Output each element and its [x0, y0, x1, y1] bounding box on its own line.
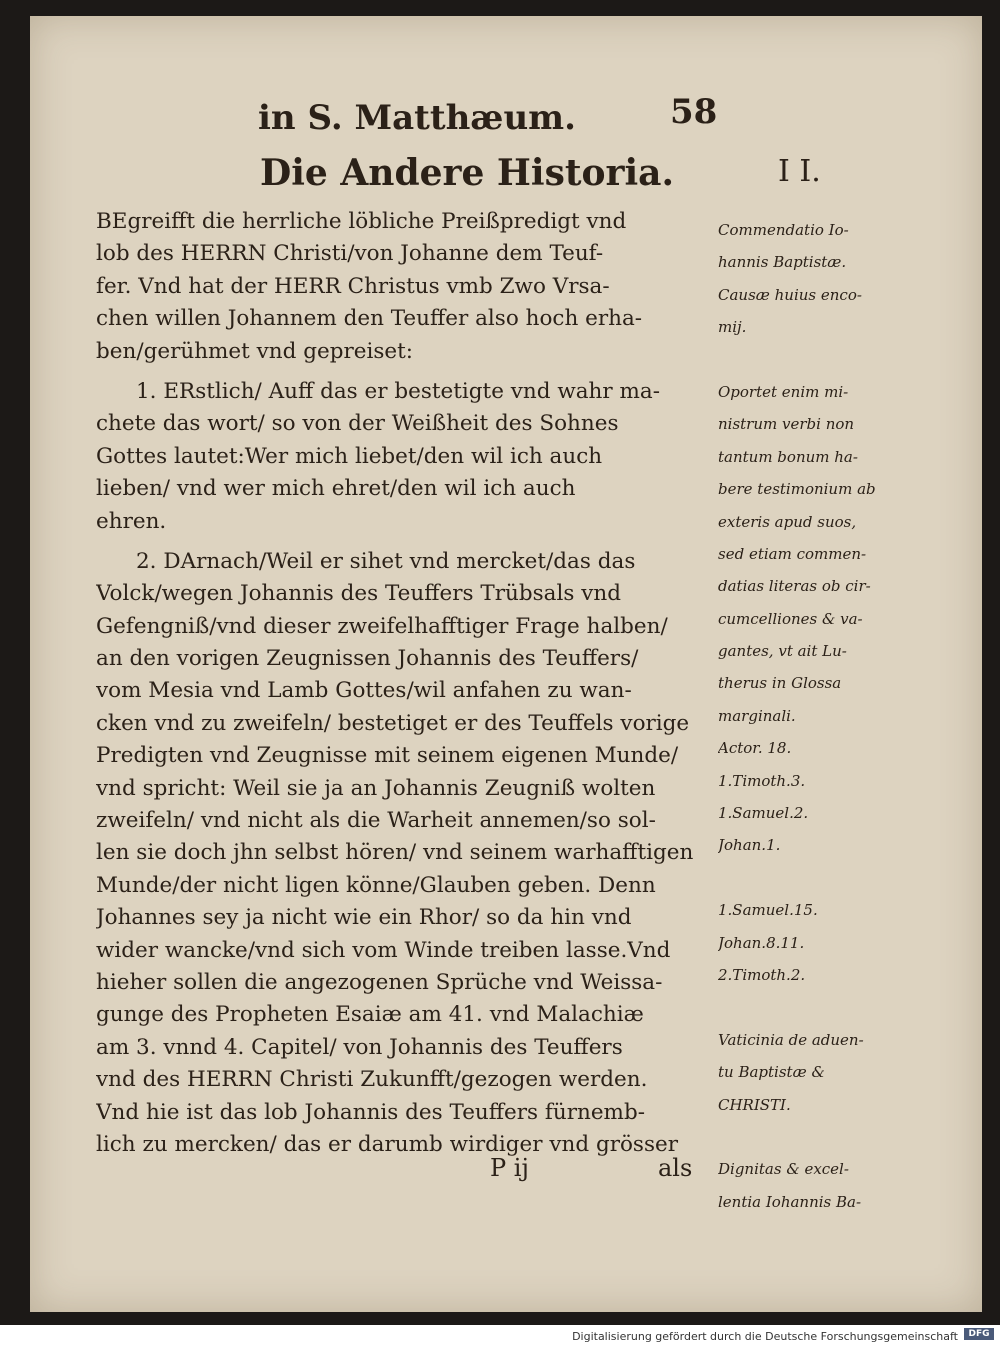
margin-note: sed etiam commen-	[718, 544, 867, 563]
text-line: ehren.	[96, 508, 167, 534]
text-line: am 3. vnnd 4. Capitel/ von Johannis des Teuffers	[96, 1034, 623, 1060]
section-number: I I.	[778, 154, 821, 189]
text-line: cken vnd zu zweifeln/ bestetiget er des Teuffels vorige	[96, 710, 690, 736]
margin-note	[718, 862, 908, 894]
margin-note: bere testimonium ab	[718, 480, 876, 499]
margin-note: Actor. 18.	[718, 739, 792, 758]
margin-note: 2.Timoth.2.	[718, 965, 806, 984]
text-line: Munde/der nicht ligen könne/Glauben geben. Denn	[96, 872, 656, 898]
margin-note: 1.Samuel.15.	[718, 901, 818, 920]
margin-notes	[718, 214, 908, 1218]
text-line: Vnd hie ist das lob Johannis des Teuffers fürnemb-	[96, 1099, 645, 1125]
running-title: in S. Matthæum.	[258, 98, 576, 138]
text-line: fer. Vnd hat der HERR Christus vmb Zwo Vrsa-	[96, 273, 610, 299]
margin-note: exteris apud suos,	[718, 512, 857, 531]
margin-note: CHRISTI.	[718, 1095, 791, 1114]
margin-note: marginali.	[718, 706, 796, 725]
margin-note: Johan.1.	[718, 836, 781, 855]
text-line: Volck/wegen Johannis des Teuffers Trübsals vnd	[96, 581, 621, 607]
margin-note: 1.Timoth.3.	[718, 771, 806, 790]
text-line: an den vorigen Zeugnissen Johannis des Teuffers/	[96, 646, 639, 672]
margin-note: tu Baptistæ &	[718, 1063, 825, 1082]
book-page	[30, 16, 982, 1312]
margin-note: mij.	[718, 318, 747, 337]
margin-note: Johan.8.11.	[718, 933, 805, 952]
text-line: vnd des HERRN Christi Zukunfft/gezogen werden.	[96, 1067, 648, 1093]
margin-note: 1.Samuel.2.	[718, 804, 809, 823]
text-line: BEgreifft die herrliche löbliche Preißpredigt vnd	[96, 209, 627, 234]
section-title: Die Andere Historia.	[260, 152, 675, 194]
text-line: Gefengniß/vnd dieser zweifelhafftiger Frage halben/	[96, 613, 668, 639]
page-content	[30, 16, 982, 1312]
margin-note: lentia Iohannis Ba-	[718, 1192, 862, 1211]
text-line: Gottes lautet:Wer mich liebet/den wil ich auch	[96, 443, 603, 469]
text-line: Johannes sey ja nicht wie ein Rhor/ so da hin vnd	[96, 905, 632, 931]
margin-note	[718, 344, 908, 376]
text-line: vom Mesia vnd Lamb Gottes/wil anfahen zu wan-	[96, 678, 632, 704]
margin-note: datias literas ob cir-	[718, 577, 871, 596]
margin-note	[718, 1121, 908, 1153]
text-line: 2. DArnach/Weil er sihet vnd mercket/das das	[136, 548, 636, 574]
dfg-logo-icon[interactable]: DFG	[964, 1328, 994, 1340]
text-line: lieben/ vnd wer mich ehret/den wil ich auch	[96, 476, 576, 502]
text-line: hieher sollen die angezogenen Sprüche vnd Weissa-	[96, 969, 663, 995]
margin-note: Vaticinia de aduen-	[718, 1030, 864, 1049]
margin-note: Commendatio Io-	[718, 221, 849, 239]
text-line: zweifeln/ vnd nicht als die Warheit annemen/so sol-	[96, 808, 656, 834]
margin-note: therus in Glossa	[718, 674, 842, 693]
margin-note: tantum bonum ha-	[718, 447, 858, 466]
text-line: lob des HERRN Christi/von Johanne dem Teuf-	[96, 241, 604, 267]
margin-note: nistrum verbi non	[718, 415, 855, 434]
margin-note: cumcelliones & va-	[718, 609, 863, 628]
margin-note: Oportet enim mi-	[718, 382, 849, 401]
text-line: gunge des Propheten Esaiæ am 41. vnd Malachiæ	[96, 1002, 644, 1028]
text-line: Predigten vnd Zeugnisse mit seinem eigenen Munde/	[96, 743, 679, 769]
margin-note: Dignitas & excel-	[718, 1160, 849, 1179]
text-line: chen willen Johannem den Teuffer also hoch erha-	[96, 306, 643, 332]
page-number: 58	[670, 92, 718, 132]
text-line: vnd spricht: Weil sie ja an Johannis Zeugniß wolten	[96, 775, 656, 801]
footer-credit: Digitalisierung gefördert durch die Deutsche Forschungsgemeinschaft	[572, 1330, 958, 1343]
signature-mark: P ij	[490, 1154, 529, 1182]
text-line: ben/gerühmet vnd gepreiset:	[96, 338, 413, 364]
margin-note: hannis Baptistæ.	[718, 253, 847, 272]
margin-note: gantes, vt ait Lu-	[718, 642, 847, 661]
margin-note	[718, 991, 908, 1023]
text-line: chete das wort/ so von der Weißheit des Sohnes	[96, 411, 619, 437]
footer-bar	[0, 1325, 1000, 1343]
margin-note: Causæ huius enco-	[718, 285, 862, 304]
text-line: lich zu mercken/ das er darumb wirdiger vnd grösser	[96, 1131, 679, 1157]
body-text	[96, 206, 706, 1161]
catchword: als	[658, 1154, 693, 1182]
text-line: len sie doch jhn selbst hören/ vnd seinem warhafftigen	[96, 840, 694, 866]
text-line: 1. ERstlich/ Auff das er bestetigte vnd wahr ma-	[136, 378, 660, 404]
text-line: wider wancke/vnd sich vom Winde treiben lasse.Vnd	[96, 937, 671, 963]
